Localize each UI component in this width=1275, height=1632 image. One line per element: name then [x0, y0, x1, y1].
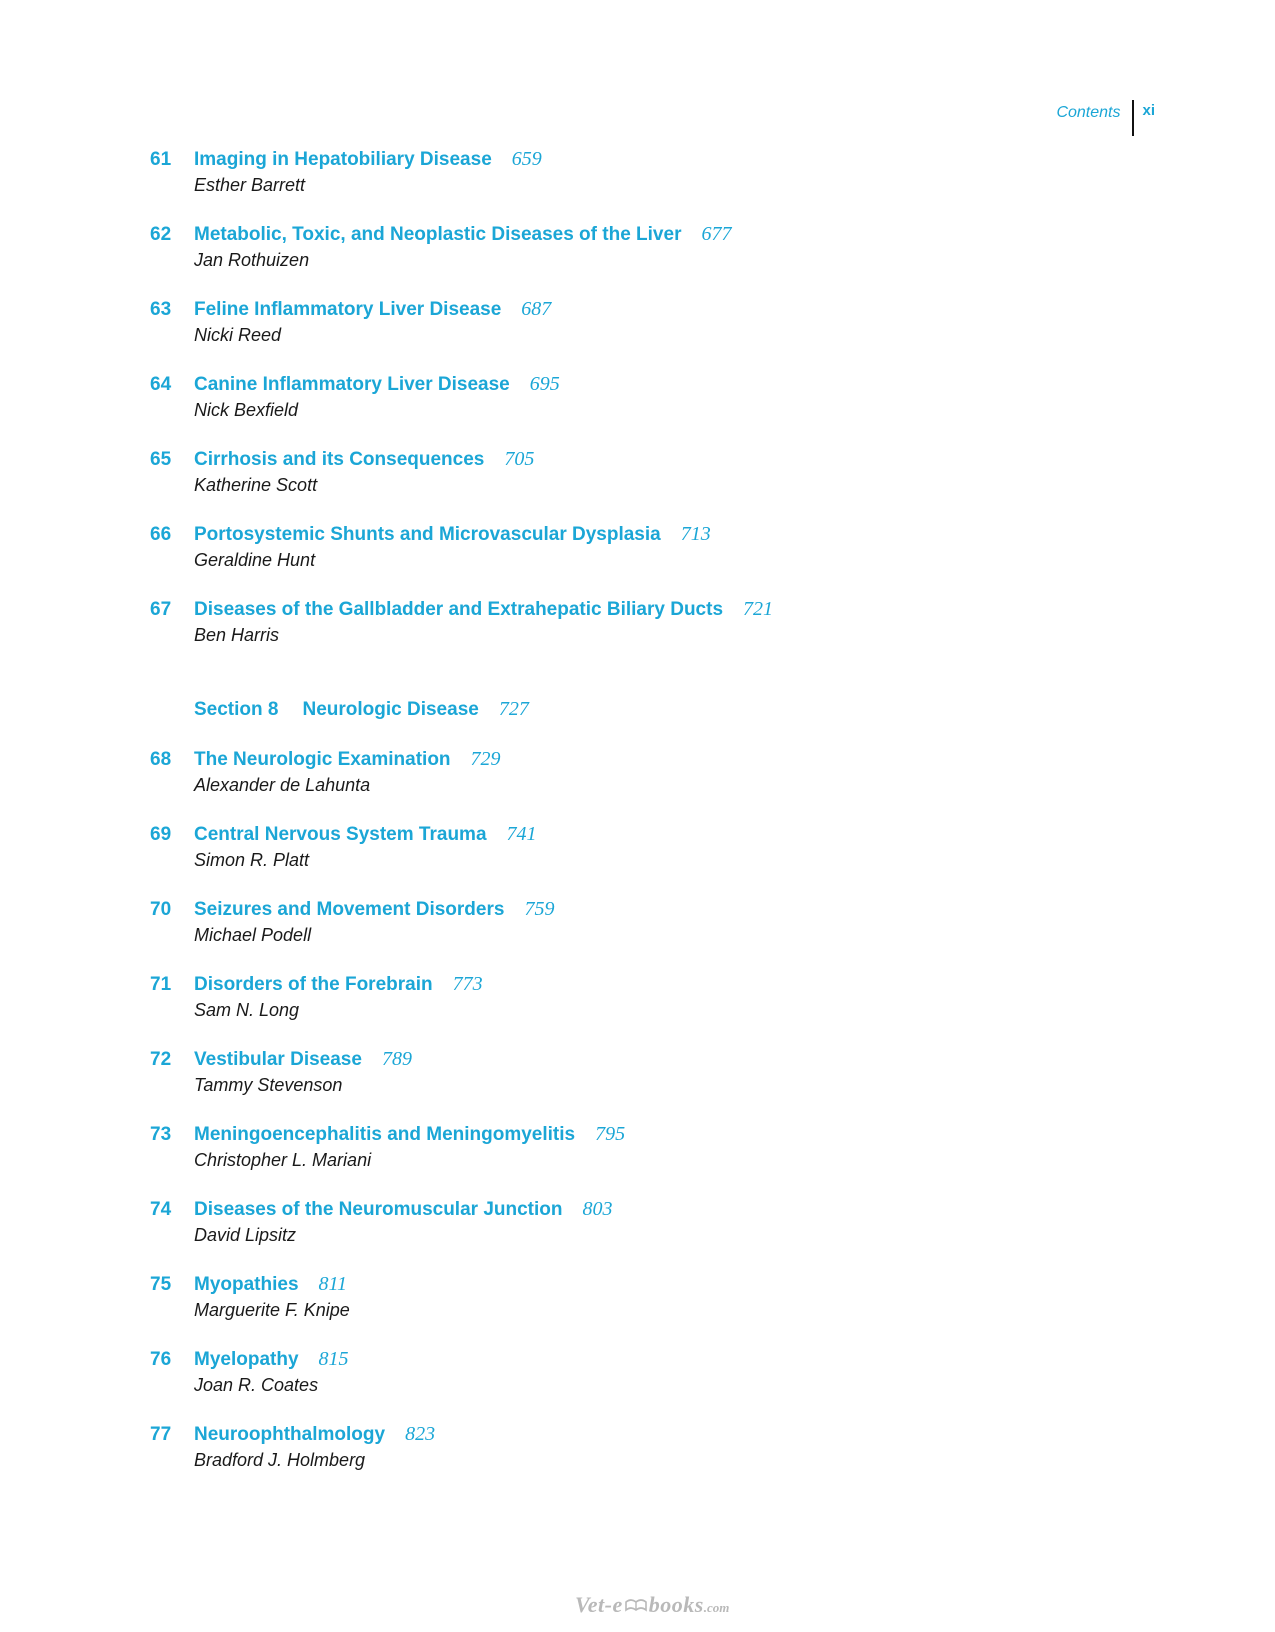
chapter-page: 721 [743, 598, 774, 620]
chapter-page: 713 [680, 523, 711, 545]
chapter-title[interactable]: Metabolic, Toxic, and Neoplastic Diseases of the Liver [194, 224, 682, 245]
toc-entry[interactable] [150, 297, 1150, 372]
chapter-page: 729 [470, 748, 501, 770]
chapter-title[interactable]: Meningoencephalitis and Meningomyelitis [194, 1124, 576, 1145]
chapter-author: Geraldine Hunt [194, 550, 316, 570]
chapter-number: 68 [150, 749, 172, 770]
chapter-number: 72 [150, 1049, 172, 1070]
book-icon [625, 1598, 647, 1612]
chapter-number: 65 [150, 449, 172, 470]
chapter-title[interactable]: Diseases of the Gallbladder and Extrahepatic Biliary Ducts [194, 599, 724, 620]
header-divider [1132, 100, 1134, 136]
chapter-author: Tammy Stevenson [194, 1075, 343, 1095]
watermark-tld: .com [703, 1600, 730, 1615]
toc-entry[interactable] [150, 747, 1150, 822]
chapter-page: 687 [521, 298, 552, 320]
chapter-number: 64 [150, 374, 172, 395]
chapter-author: Alexander de Lahunta [194, 775, 371, 795]
chapter-author: Simon R. Platt [194, 850, 310, 870]
chapter-page: 741 [506, 823, 537, 845]
chapter-author: Christopher L. Mariani [194, 1150, 372, 1170]
toc-entry[interactable] [150, 372, 1150, 447]
chapter-page: 815 [318, 1348, 349, 1370]
toc-entry[interactable] [150, 597, 1150, 672]
chapter-author: Jan Rothuizen [194, 250, 310, 270]
chapter-title[interactable]: Portosystemic Shunts and Microvascular Dysplasia [194, 524, 661, 545]
toc-entry[interactable] [150, 1272, 1150, 1347]
chapter-title[interactable]: The Neurologic Examination [194, 749, 451, 770]
chapter-page: 677 [701, 223, 732, 245]
toc-entry[interactable] [150, 1422, 1150, 1497]
chapter-author: David Lipsitz [194, 1225, 297, 1245]
chapter-author: Katherine Scott [194, 475, 318, 495]
chapter-page: 705 [504, 448, 535, 470]
chapter-author: Marguerite F. Knipe [194, 1300, 350, 1320]
chapter-number: 63 [150, 299, 172, 320]
chapter-author: Nick Bexfield [194, 400, 299, 420]
header-label: Contents [1056, 104, 1121, 121]
section-label: Section 8 [194, 699, 279, 720]
chapter-number: 61 [150, 149, 172, 170]
watermark-text-b: books [648, 1592, 704, 1617]
toc-entry[interactable] [150, 222, 1150, 297]
chapter-page: 823 [405, 1423, 436, 1445]
chapter-title[interactable]: Feline Inflammatory Liver Disease [194, 299, 502, 320]
running-header [1056, 100, 1155, 136]
chapter-page: 803 [582, 1198, 613, 1220]
section-heading[interactable] [150, 697, 1150, 747]
chapter-number: 71 [150, 974, 172, 995]
chapter-title[interactable]: Cirrhosis and its Consequences [194, 449, 485, 470]
watermark-logo [575, 1592, 729, 1618]
toc-entry[interactable] [150, 1197, 1150, 1272]
chapter-title[interactable]: Vestibular Disease [194, 1049, 362, 1070]
toc-entry[interactable] [150, 1122, 1150, 1197]
chapter-author: Bradford J. Holmberg [194, 1450, 366, 1470]
chapter-title[interactable]: Myelopathy [194, 1349, 299, 1370]
watermark-text-a: Vet-e [575, 1592, 623, 1617]
chapter-title[interactable]: Canine Inflammatory Liver Disease [194, 374, 510, 395]
chapter-title[interactable]: Central Nervous System Trauma [194, 824, 487, 845]
toc-entry[interactable] [150, 1047, 1150, 1122]
section-page: 727 [498, 698, 529, 720]
chapter-number: 66 [150, 524, 172, 545]
chapter-number: 74 [150, 1199, 172, 1220]
chapter-page: 795 [595, 1123, 626, 1145]
chapter-title[interactable]: Imaging in Hepatobiliary Disease [194, 149, 492, 170]
chapter-page: 759 [524, 898, 555, 920]
chapter-page: 811 [318, 1273, 348, 1295]
chapter-number: 62 [150, 224, 172, 245]
chapter-title[interactable]: Neuroophthalmology [194, 1424, 386, 1445]
toc-entry[interactable] [150, 897, 1150, 972]
toc-entry[interactable] [150, 522, 1150, 597]
toc-entry[interactable] [150, 972, 1150, 1047]
table-of-contents [150, 147, 1150, 1497]
chapter-author: Sam N. Long [194, 1000, 300, 1020]
chapter-title[interactable]: Diseases of the Neuromuscular Junction [194, 1199, 563, 1220]
toc-entry[interactable] [150, 1347, 1150, 1422]
chapter-title[interactable]: Disorders of the Forebrain [194, 974, 433, 995]
toc-entry[interactable] [150, 447, 1150, 522]
chapter-page: 659 [511, 148, 542, 170]
chapter-author: Esther Barrett [194, 175, 306, 195]
section-title[interactable]: Neurologic Disease [302, 699, 479, 720]
chapter-author: Nicki Reed [194, 325, 282, 345]
chapter-page: 695 [529, 373, 560, 395]
chapter-number: 77 [150, 1424, 172, 1445]
chapter-number: 73 [150, 1124, 172, 1145]
header-page-number: xi [1142, 102, 1155, 119]
chapter-number: 76 [150, 1349, 172, 1370]
chapter-title[interactable]: Seizures and Movement Disorders [194, 899, 505, 920]
chapter-page: 789 [381, 1048, 412, 1070]
chapter-author: Joan R. Coates [194, 1375, 319, 1395]
toc-entry[interactable] [150, 822, 1150, 897]
chapter-number: 67 [150, 599, 172, 620]
chapter-number: 70 [150, 899, 172, 920]
chapter-number: 75 [150, 1274, 172, 1295]
toc-entry[interactable] [150, 147, 1150, 222]
chapter-author: Michael Podell [194, 925, 312, 945]
chapter-title[interactable]: Myopathies [194, 1274, 299, 1295]
chapter-author: Ben Harris [194, 625, 280, 645]
chapter-number: 69 [150, 824, 172, 845]
chapter-page: 773 [452, 973, 483, 995]
